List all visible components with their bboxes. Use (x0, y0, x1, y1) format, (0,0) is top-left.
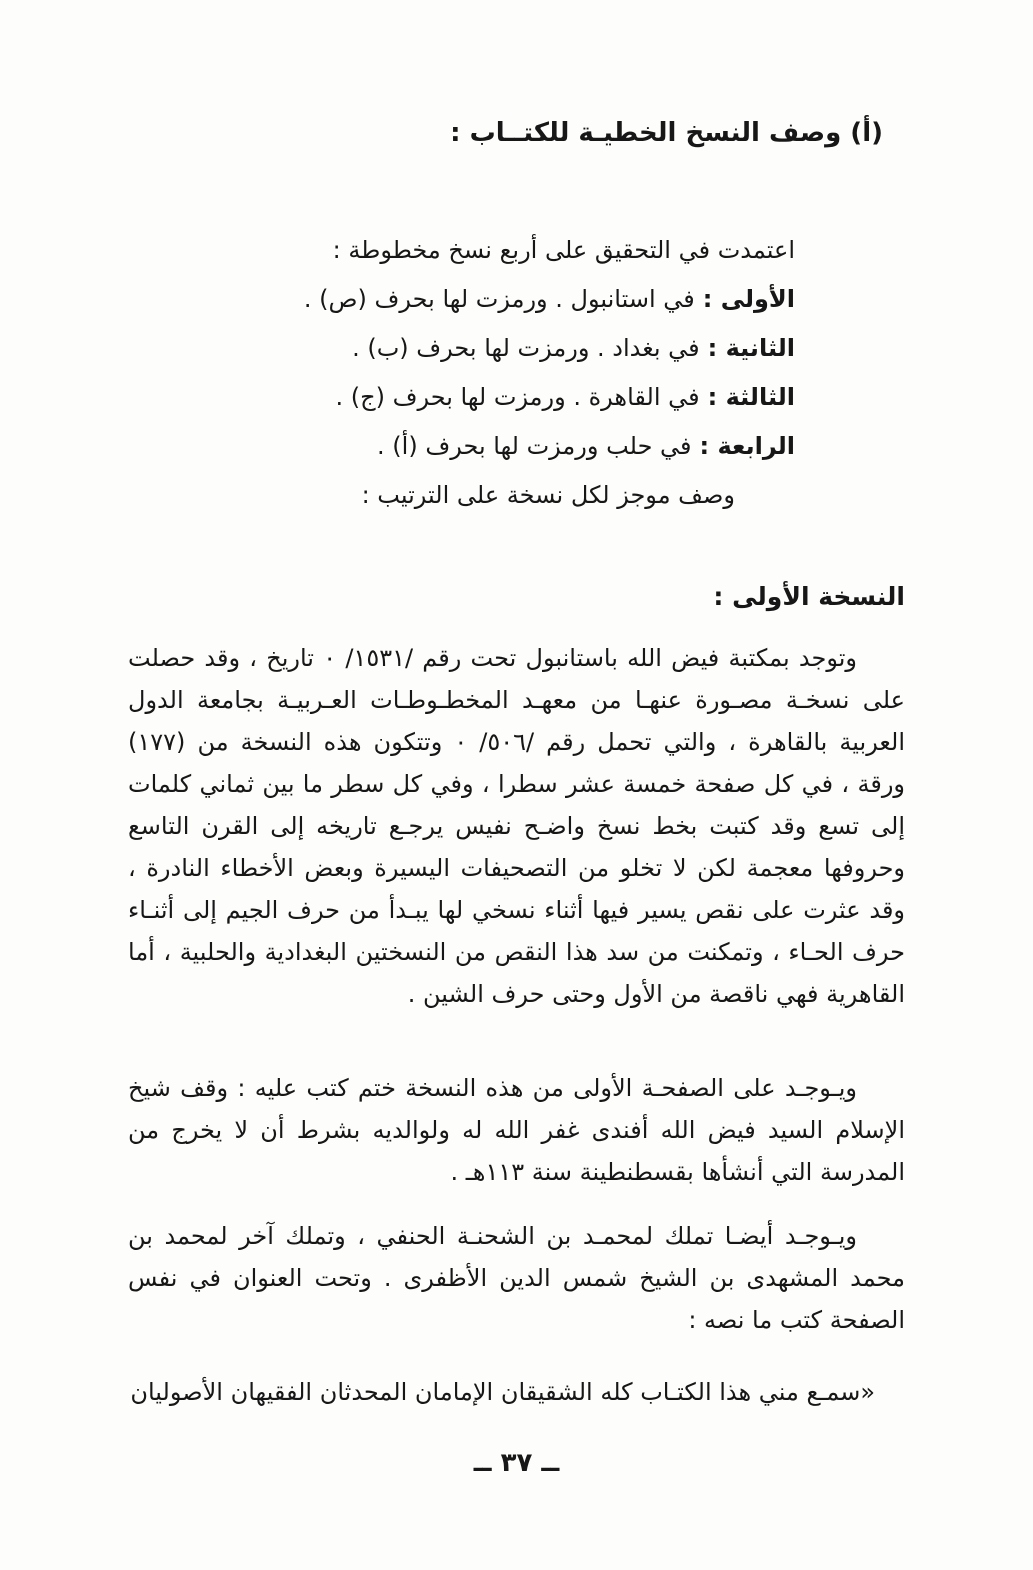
quoted-inscription-paragraph: «سمـع مني هذا الكتـاب كله الشقيقان الإمامان المحدثان الفقيهان الأصوليان (130, 1378, 875, 1406)
section-title-first-copy: النسخة الأولى : (713, 582, 905, 611)
intro-sentence: اعتمدت في التحقيق على أربع نسخ مخطوطة : (332, 236, 795, 264)
copy-2-text: في بغداد . ورمزت لها بحرف (ب) . (352, 334, 700, 362)
outro-sentence: وصف موجز لكل نسخة على الترتيب : (361, 481, 735, 509)
copy-4-text: في حلب ورمزت لها بحرف (أ) . (377, 432, 692, 460)
copy-2-label: الثانية : (707, 334, 795, 362)
copy-line-3 (128, 373, 795, 422)
first-copy-description-paragraph: وتوجد بمكتبة فيض الله باستانبول تحت رقم /١٥٣١/ ٠ تاريخ ، وقد حصلت على نسخـة مصـورة عنهـا من معهـد المخطـوطـات العـربيـة بجامعة الدول العربية بالقاهرة ، والتي تحمل رقم /٥٠٦/ ٠ وتتكون هذه النسخة من (١٧٧) ورقة ، في كل صفحة خمسة عشر سطرا ، وفي كل سطر ما بين ثماني كلمات إلى تسع وقد كتبت بخط نسخ واضـح نفيس يرجـع تاريخه إلى القرن التاسع وحروفها معجمة لكن لا تخلو من التصحيفات اليسيرة وبعض الأخطاء النادرة ، وقد عثرت على نقص يسير فيها أثناء نسخي لها يبـدأ من حرف الجيم إلى أثنـاء حرف الحـاء ، وتمكنت من سد هذا النقص من النسختين البغدادية والحلبية ، أما القاهرية فهي ناقصة من الأول وحتى حرف الشين . (128, 644, 905, 1008)
copy-4-label: الرابعة : (699, 432, 795, 460)
copy-1-label: الأولى : (702, 285, 795, 313)
copy-1-text: في استانبول . ورمزت لها بحرف (ص) . (303, 285, 695, 313)
manuscript-list-block (128, 226, 795, 520)
copy-line-2 (128, 324, 795, 373)
copy-line-1 (128, 275, 795, 324)
copy-3-label: الثالثة : (707, 383, 795, 411)
page-number: ــ ٣٧ ــ (473, 1448, 560, 1478)
copy-line-4 (128, 422, 795, 471)
page-heading: (أ) وصف النسخ الخطيـة للكتــاب : (450, 118, 883, 148)
seal-description-paragraph: ويـوجـد على الصفحـة الأولى من هذه النسخة ختم كتب عليه : وقف شيخ الإسلام السيد فيض الله أفندى غفر الله له ولوالديه بشرط أن لا يخرج من المدرسة التي أنشأها بقسطنطينة سنة ١١٣هـ . (128, 1074, 905, 1186)
copy-3-text: في القاهرة . ورمزت لها بحرف (ج) . (335, 383, 700, 411)
ownership-notes-paragraph: ويـوجـد أيضـا تملك لمحمـد بن الشحنـة الحنفي ، وتملك آخر لمحمد بن محمد المشهدى بن الشيخ شمس الدين الأظفرى . وتحت العنوان في نفس الصفحة كتب ما نصه : (128, 1222, 905, 1334)
